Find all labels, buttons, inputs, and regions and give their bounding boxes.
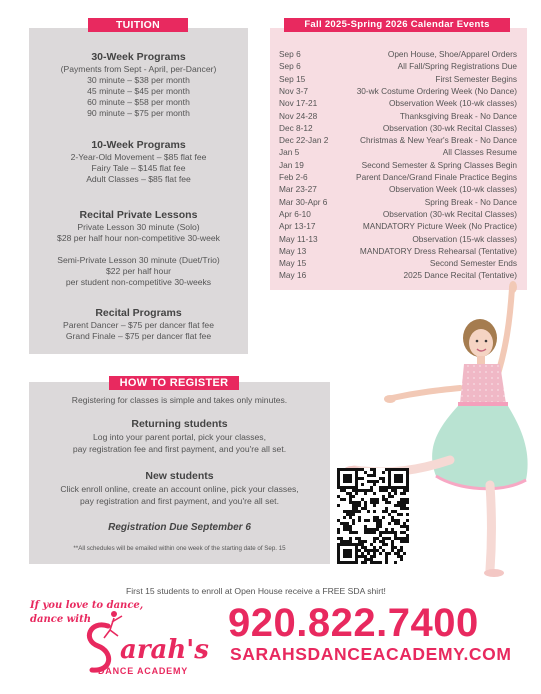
calendar-heading: Fall 2025-Spring 2026 Calendar Events: [284, 18, 510, 32]
calendar-event: MANDATORY Dress Rehearsal (Tentative): [359, 245, 517, 256]
calendar-event: Parent Dance/Grand Finale Practice Begins: [356, 172, 517, 182]
returning-students: [29, 417, 330, 455]
calendar-date: Jan 19: [279, 159, 304, 170]
calendar-row: [279, 122, 517, 134]
calendar-row: [279, 97, 517, 109]
calendar-row: [279, 134, 517, 146]
recital-private-lessons: [29, 208, 248, 288]
calendar-event: All Fall/Spring Registrations Due: [397, 61, 517, 72]
recital-line: Parent Dancer – $75 per dancer flat fee: [63, 320, 214, 330]
recital-line: Grand Finale – $75 per dancer flat fee: [65, 331, 212, 341]
calendar-date: Nov 24-28: [279, 110, 318, 121]
calendar-row: [279, 60, 517, 72]
logo-tagline1: If you love to dance,: [30, 600, 144, 611]
calendar-event: Open House, Shoe/Apparel Orders: [387, 49, 517, 59]
calendar-row: [279, 233, 517, 245]
phone-number[interactable]: 920.822.7400: [228, 601, 479, 645]
calendar-event: Spring Break - No Dance: [424, 196, 517, 207]
calendar-date: Dec 22-Jan 2: [279, 135, 329, 146]
programs-30-title: 30-Week Programs: [91, 51, 186, 63]
promo-text: First 15 students to enroll at Open House receive a FREE SDA shirt!: [126, 586, 386, 596]
calendar-row: [279, 85, 517, 97]
sarahs-dance-academy-logo: [24, 592, 224, 688]
calendar-event: Observation (15-wk classes): [412, 233, 517, 244]
calendar-date: Dec 8-12: [279, 122, 313, 133]
calendar-event: Second Semester & Spring Classes Begin: [361, 159, 517, 170]
register-intro-text: Registering for classes is simple and takes only minutes.: [71, 395, 288, 405]
calendar-row: [279, 159, 517, 171]
calendar-event: 2025 Dance Recital (Tentative): [403, 270, 517, 281]
calendar-event: MANDATORY Picture Week (No Practice): [362, 221, 517, 232]
programs-30-line: (Payments from Sept - April, per-Dancer): [60, 64, 217, 74]
calendar-event: Observation (30-wk Recital Classes): [382, 122, 517, 133]
new-title: New students: [145, 470, 214, 482]
calendar-date: Jan 5: [279, 147, 300, 158]
logo-tagline2: dance with: [30, 614, 91, 625]
calendar-date: Apr 13-17: [279, 221, 316, 232]
registration-due-text: Registration Due September 6: [108, 522, 251, 533]
recital-title: Recital Programs: [95, 307, 182, 319]
calendar-date: Feb 2-6: [279, 172, 308, 182]
tuition-heading: TUITION: [88, 18, 188, 32]
calendar-event: Observation Week (10-wk classes): [388, 184, 517, 195]
calendar-event: First Semester Begins: [435, 73, 517, 84]
returning-line: Log into your parent portal, pick your classes,: [93, 432, 266, 442]
returning-line: pay registration fee and first payment, and you're all set.: [72, 444, 287, 454]
calendar-row: [279, 196, 517, 208]
lessons-line: Semi-Private Lesson 30 minute (Duet/Trio): [57, 255, 220, 265]
new-line: Click enroll online, create an account online, pick your classes,: [60, 484, 299, 494]
calendar-date: Nov 17-21: [279, 98, 318, 109]
programs-30-line: 45 minute – $45 per month: [87, 86, 190, 96]
calendar-event: Second Semester Ends: [429, 258, 517, 269]
calendar-row: [279, 257, 517, 269]
calendar-event: Christmas & New Year's Break - No Dance: [360, 135, 517, 146]
calendar-date: Apr 6-10: [279, 208, 311, 219]
calendar-date: Mar 30-Apr 6: [279, 196, 328, 207]
calendar-row: [279, 183, 517, 195]
calendar-event: All Classes Resume: [442, 147, 517, 158]
programs-30-line: 30 minute – $38 per month: [87, 75, 190, 85]
calendar-row: [279, 208, 517, 220]
website-link[interactable]: SARAHSDANCEACADEMY.COM: [230, 644, 512, 664]
lessons-spacer: [29, 244, 248, 255]
calendar-event: Thanksgiving Break - No Dance: [399, 110, 517, 121]
calendar-row: [279, 73, 517, 85]
lessons-line: $22 per half hour: [106, 266, 171, 276]
programs-10-title: 10-Week Programs: [91, 139, 186, 151]
lessons-line: per student non-competitive 30-weeks: [65, 277, 212, 287]
register-intro: [29, 394, 330, 406]
lessons-title: Recital Private Lessons: [79, 209, 198, 221]
calendar-date: May 16: [279, 270, 307, 281]
register-heading: HOW TO REGISTER: [109, 376, 239, 390]
calendar-panel: [270, 28, 527, 290]
calendar-row: [279, 110, 517, 122]
calendar-row: [279, 146, 517, 158]
programs-30-week: [29, 50, 248, 119]
logo-name: arah's: [120, 635, 209, 665]
logo-sub: DANCE ACADEMY: [98, 666, 189, 676]
tuition-panel: [29, 28, 248, 354]
calendar-date: Sep 15: [279, 73, 306, 84]
calendar-date: May 15: [279, 258, 307, 269]
programs-30-line: 60 minute – $58 per month: [87, 97, 190, 107]
new-students: [29, 469, 330, 507]
calendar-row: [279, 48, 517, 60]
schedule-footnote: **All schedules will be emailed within one week of the starting date of Sep. 15: [73, 545, 286, 552]
calendar-event: Observation (30-wk Recital Classes): [382, 208, 517, 219]
calendar-row: [279, 171, 517, 183]
calendar-date: Sep 6: [279, 49, 301, 59]
calendar-date: Mar 23-27: [279, 184, 317, 195]
calendar-row: [279, 220, 517, 232]
qr-code[interactable]: [337, 468, 409, 564]
programs-10-week: [29, 138, 248, 185]
lessons-line: $28 per half hour non-competitive 30-week: [57, 233, 220, 243]
programs-10-line: Adult Classes – $85 flat fee: [86, 174, 191, 184]
calendar-date: Nov 3-7: [279, 85, 309, 96]
programs-30-line: 90 minute – $75 per month: [87, 108, 190, 118]
returning-title: Returning students: [131, 418, 228, 430]
registration-due: [29, 522, 330, 533]
calendar-date: Sep 6: [279, 61, 301, 72]
programs-10-line: Fairy Tale – $145 flat fee: [91, 163, 186, 173]
programs-10-line: 2-Year-Old Movement – $85 flat fee: [70, 152, 207, 162]
calendar-row: [279, 245, 517, 257]
calendar-event: Observation Week (10-wk classes): [388, 98, 517, 109]
new-line: pay registration and first payment, and you're all set.: [80, 496, 279, 506]
recital-programs: [29, 306, 248, 342]
lessons-line: Private Lesson 30 minute (Solo): [77, 222, 200, 232]
calendar-event: 30-wk Costume Ordering Week (No Dance): [356, 85, 517, 96]
register-panel: [29, 382, 330, 564]
calendar-date: May 11-13: [279, 233, 318, 244]
calendar-date: May 13: [279, 245, 307, 256]
